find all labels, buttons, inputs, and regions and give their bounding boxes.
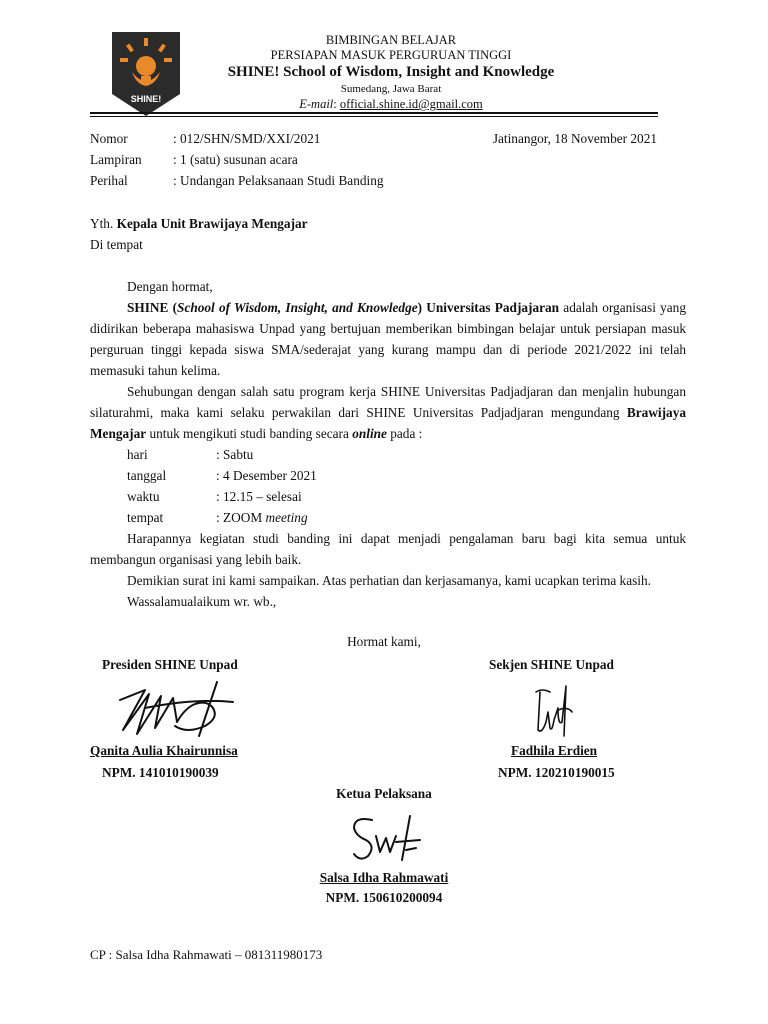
recipient-name: Kepala Unit Brawijaya Mengajar — [116, 216, 308, 231]
logo-text: SHINE! — [130, 94, 162, 104]
nomor-label: Nomor — [90, 131, 128, 146]
right-signatory-name: Fadhila Erdien — [511, 743, 598, 758]
perihal-label: Perihal — [90, 173, 128, 188]
left-signatory-title: Presiden SHINE Unpad — [102, 657, 238, 672]
right-signature — [528, 682, 578, 740]
recipient-place: Di tempat — [90, 237, 143, 252]
detail-italic: meeting — [265, 510, 308, 525]
org-name: SHINE — [127, 300, 169, 315]
invitation-start: Sehubungan dengan salah satu program kerja SHINE Universitas Padjadjaran dan menjalin hubungan silaturahmi, maka kami selaku perwakilan dari SHINE Universitas Padjadjaran mengundang — [90, 384, 686, 420]
university-name: Universitas Padjajaran — [426, 300, 560, 315]
letterhead-line1: BIMBINGAN BELAJAR — [325, 33, 457, 47]
online-word: online — [352, 426, 387, 441]
left-signatory-name: Qanita Aulia Khairunnisa — [90, 743, 238, 758]
detail-value: : Sabtu — [216, 447, 254, 462]
paragraph-hope: Harapannya kegiatan studi banding ini dapat menjadi pengalaman baru bagi kita semua untuk membangun organisasi yang lebih baik. — [90, 531, 686, 567]
letterhead — [186, 33, 596, 112]
nomor-value: : 012/SHN/SMD/XXI/2021 — [173, 131, 321, 146]
paragraph-thanks: Demikian surat ini kami sampaikan. Atas perhatian dan kerjasamanya, kami ucapkan terima kasih. — [127, 573, 651, 588]
invitation-mid: untuk mengikuti studi banding secara — [146, 426, 353, 441]
detail-label: tempat — [127, 510, 164, 525]
greeting: Dengan hormat, — [127, 279, 213, 294]
recipient-prefix: Yth. — [90, 216, 117, 231]
invitee-name: Brawijaya Mengajar — [90, 405, 686, 441]
email-label: E-mail — [299, 97, 334, 111]
center-signatory-title: Ketua Pelaksana — [336, 786, 432, 801]
detail-value: : 12.15 – selesai — [216, 489, 302, 504]
right-signatory-title: Sekjen SHINE Unpad — [489, 657, 614, 672]
center-signatory-name: Salsa Idha Rahmawati — [319, 870, 449, 885]
right-signatory-npm: NPM. 120210190015 — [498, 765, 615, 780]
invitation-end: pada : — [386, 426, 423, 441]
org-expansion: School of Wisdom, Insight, and Knowledge — [177, 300, 418, 315]
contact-person: CP : Salsa Idha Rahmawati – 081311980173 — [90, 947, 323, 962]
paren-open: ( — [168, 300, 178, 315]
detail-row — [127, 465, 527, 486]
detail-value: : ZOOM meeting — [216, 510, 308, 525]
header-rule — [90, 112, 658, 114]
event-details — [127, 444, 527, 528]
detail-label: tanggal — [127, 468, 167, 483]
letter-date: Jatinangor, 18 November 2021 — [492, 131, 657, 146]
center-signatory-npm: NPM. 150610200094 — [325, 890, 443, 905]
detail-label: hari — [127, 447, 148, 462]
detail-value: : 4 Desember 2021 — [216, 468, 317, 483]
shine-logo — [110, 32, 182, 116]
email-link[interactable]: official.shine.id@gmail.com — [339, 97, 483, 111]
letter-closing — [90, 528, 686, 612]
email-line — [186, 96, 596, 112]
center-signature — [346, 812, 436, 864]
lampiran-value: : 1 (satu) susunan acara — [173, 152, 298, 167]
detail-label: waktu — [127, 489, 160, 504]
perihal-value: : Undangan Pelaksanaan Studi Banding — [173, 173, 384, 188]
left-signatory-npm: NPM. 141010190039 — [102, 765, 219, 780]
paren-close: ) — [417, 300, 427, 315]
detail-row — [127, 486, 527, 507]
paragraph-intro — [90, 297, 686, 381]
recipient — [90, 216, 308, 233]
intro-rest: adalah organisasi yang didirikan beberapa mahasiswa Unpad yang bertujuan memberikan bimbingan belajar untuk persiapan masuk perguruan tinggi kepada siswa SMA/sederajat yang kurang mampu dan di periode 2021/2022 ini telah memasuki tahun kelima. — [90, 300, 686, 378]
detail-row — [127, 444, 527, 465]
paragraph-invitation — [90, 381, 686, 444]
lampiran-label: Lampiran — [90, 152, 142, 167]
letter-body — [90, 276, 686, 444]
left-signature — [115, 678, 240, 740]
hormat-kami: Hormat kami, — [347, 634, 421, 649]
letterhead-line2: PERSIAPAN MASUK PERGURUAN TINGGI — [270, 48, 512, 62]
letter-meta — [90, 131, 660, 194]
email-separator: : — [333, 97, 340, 111]
farewell: Wassalamualaikum wr. wb., — [127, 594, 277, 609]
organization-location: Sumedang, Jawa Barat — [340, 83, 442, 95]
header-rule-thin — [90, 116, 658, 117]
detail-row — [127, 507, 527, 528]
organization-name: SHINE! School of Wisdom, Insight and Knowledge — [227, 64, 555, 80]
